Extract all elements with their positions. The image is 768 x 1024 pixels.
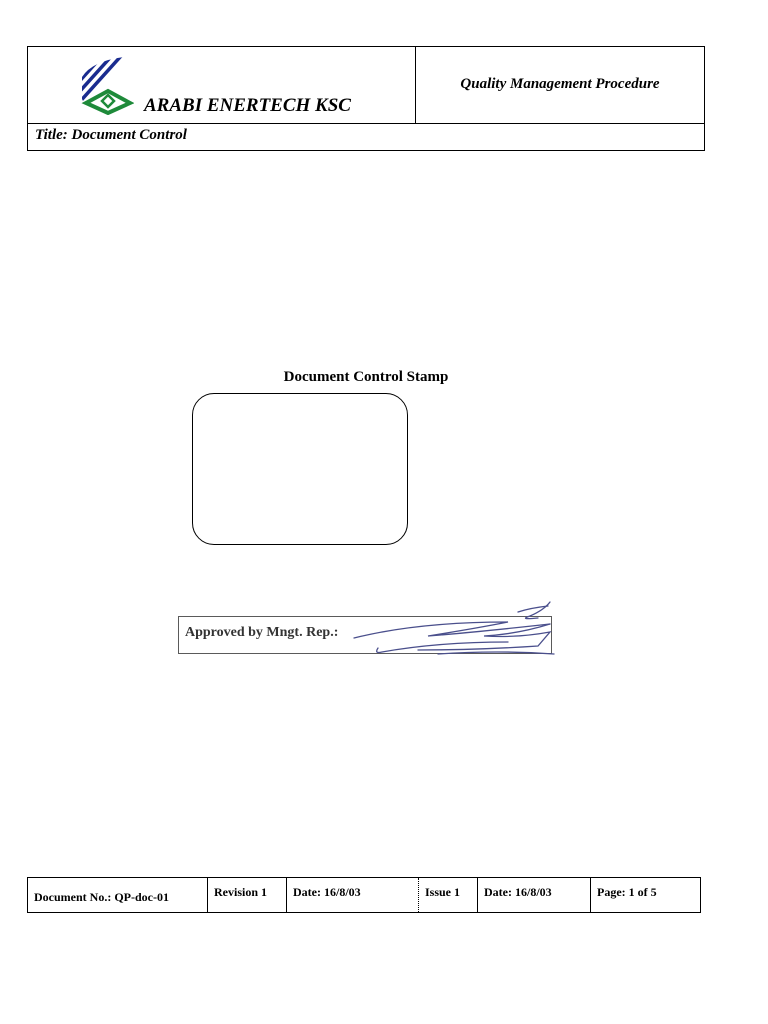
company-cell: [28, 47, 416, 123]
stamp-box: [192, 393, 408, 545]
revision-number: Revision 1: [208, 878, 287, 912]
document-header: [27, 46, 705, 151]
issue-number: Issue 1: [419, 878, 478, 912]
company-name: ARABI ENERTECH KSC: [144, 95, 351, 116]
title-row: [28, 124, 704, 150]
stamp-heading: Document Control Stamp: [283, 369, 449, 385]
signature-image: [178, 598, 558, 660]
revision-footer: [27, 877, 701, 913]
approval-stamp: [178, 598, 558, 660]
procedure-cell: [416, 47, 704, 123]
revision-date: Date: 16/8/03: [287, 878, 419, 912]
page-number: Page: 1 of 5: [597, 885, 657, 899]
document-title: Title: Document Control: [35, 127, 187, 143]
header-top-row: [28, 47, 704, 124]
procedure-title: Quality Management Procedure: [460, 76, 660, 92]
company-logo-icon: [78, 55, 134, 115]
approval-label: Approved by Mngt. Rep.:: [185, 625, 339, 640]
document-number: Document No.: QP-doc-01: [28, 878, 208, 912]
issue-date: Date: 16/8/03: [478, 878, 591, 912]
